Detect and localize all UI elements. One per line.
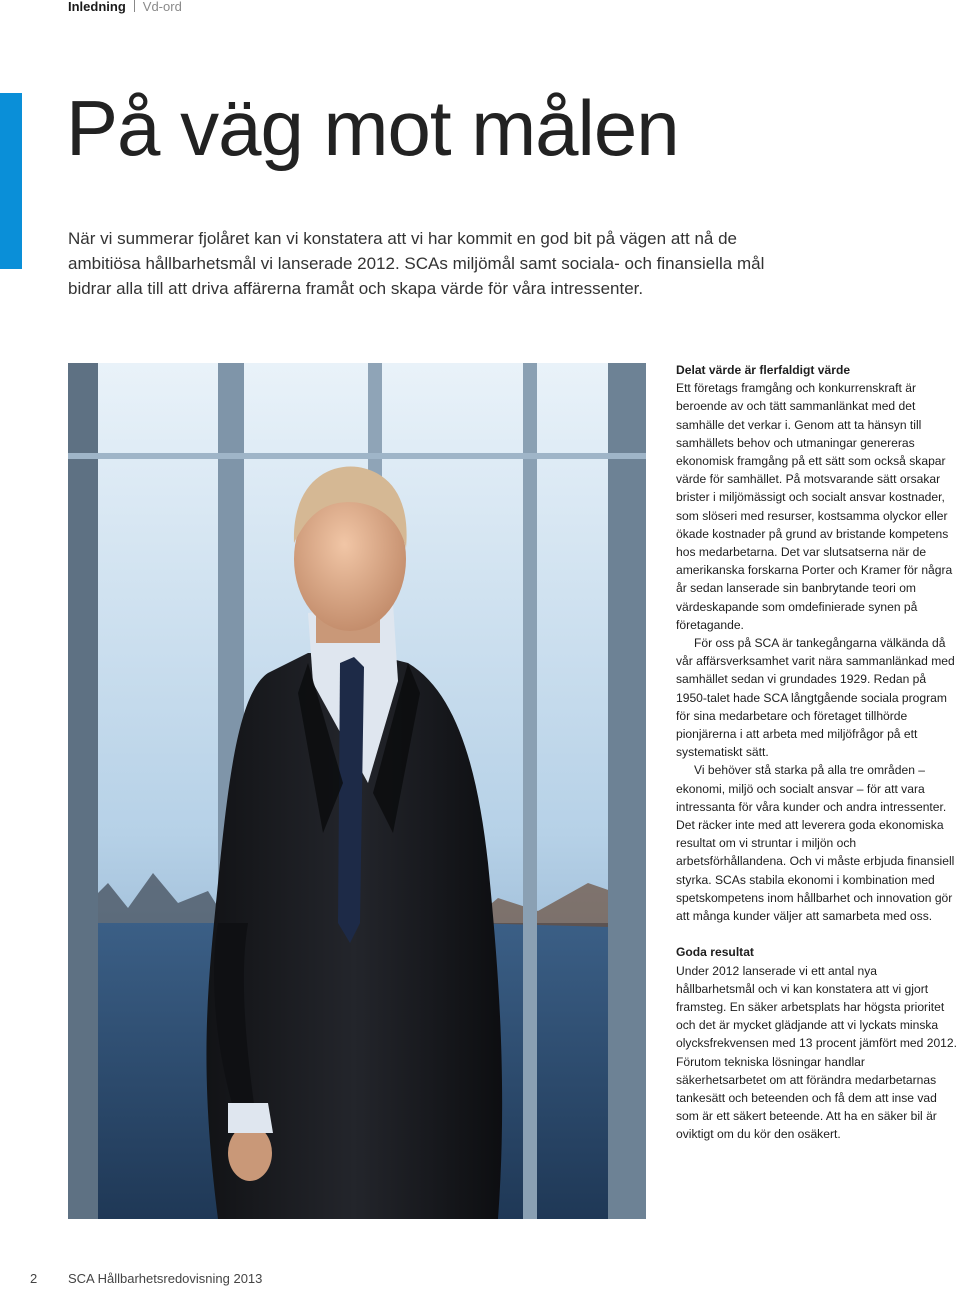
breadcrumb: [68, 0, 182, 14]
page-title: På väg mot målen: [66, 84, 679, 172]
article-column: [676, 361, 958, 1144]
accent-bar: [0, 93, 22, 269]
paragraph: För oss på SCA är tankegångarna välkända då vår affärsverksamhet varit nära sammanlänkad med samhället sedan vi grundades 1929. Redan på 1950-talet hade SCA långtgående sociala program för sina medarbetare och företaget tillhörde pionjärerna i att arbeta med miljöfrågor på ett systematiskt sätt.: [676, 636, 955, 760]
breadcrumb-section: Inledning: [68, 0, 126, 14]
breadcrumb-divider: [134, 0, 135, 12]
paragraph: Ett företags framgång och konkurrenskraft är beroende av och tätt sammanlänkat med det samhälle det verkar i. Genom att ta hänsyn till samhällets behov och utmaningar genereras ekonomisk framgång på ett sätt som också skapar värde för samhället. På motsvarande sätt orsakar brister i miljömässigt och socialt ansvar kostnader, som slöseri med resurser, kostsamma olyckor eller ökade kostnader på grund av bristande kompetens hos medarbetarna. Det var slutsatserna när de amerikanska forskarna Porter och Kramer för några år sedan lanserade sin banbrytande teori om värdeskapande som omdefinierade synen på företagande.: [676, 381, 953, 632]
publication-title: SCA Hållbarhetsredovisning 2013: [68, 1271, 263, 1286]
paragraph: Under 2012 lanserade vi ett antal nya hållbarhetsmål och vi kan konstatera att vi gjort framsteg. En säker arbetsplats har högsta prioritet och det är mycket glädjande att vi lyckats minska olycksfrekvensen med 13 procent jämfört med 2012. Förutom tekniska lösningar handlar säkerhetsarbetet om att förändra medarbetarnas tankesätt och beteenden och få dem att inse vad som är ett säkert beteende. Att ha en säker bil är oviktigt om du kör den osäkert.: [676, 963, 957, 1142]
ceo-portrait-photo: [68, 363, 646, 1219]
page-number: 2: [30, 1271, 38, 1286]
section-heading-shared-value: Delat värde är flerfaldigt värde: [676, 363, 851, 377]
paragraph: Vi behöver stå starka på alla tre områden – ekonomi, miljö och socialt ansvar – för att vara intressanta för våra kunder och andra intressenter. Det räcker inte med att leverera goda ekonomiska resultat om vi struntar i miljön och arbetsförhållandena. Och vi måste erbjuda finansiell styrka. SCAs stabila ekonomi i kombination med spetskompetens inom hållbarhet och innovation gör att många kunder väljer att samarbeta med oss.: [676, 763, 955, 924]
breadcrumb-subsection: Vd-ord: [142, 0, 182, 14]
section-spacer: [676, 925, 958, 943]
intro-paragraph: När vi summerar fjolåret kan vi konstatera att vi har kommit en god bit på vägen att nå de ambitiösa hållbarhetsmål vi lanserade 2012. SCAs miljömål samt sociala- och finansiella mål bidrar alla till att driva affärerna framåt och skapa värde för våra intressenter.: [68, 229, 765, 298]
section-heading-good-results: Goda resultat: [676, 945, 754, 960]
